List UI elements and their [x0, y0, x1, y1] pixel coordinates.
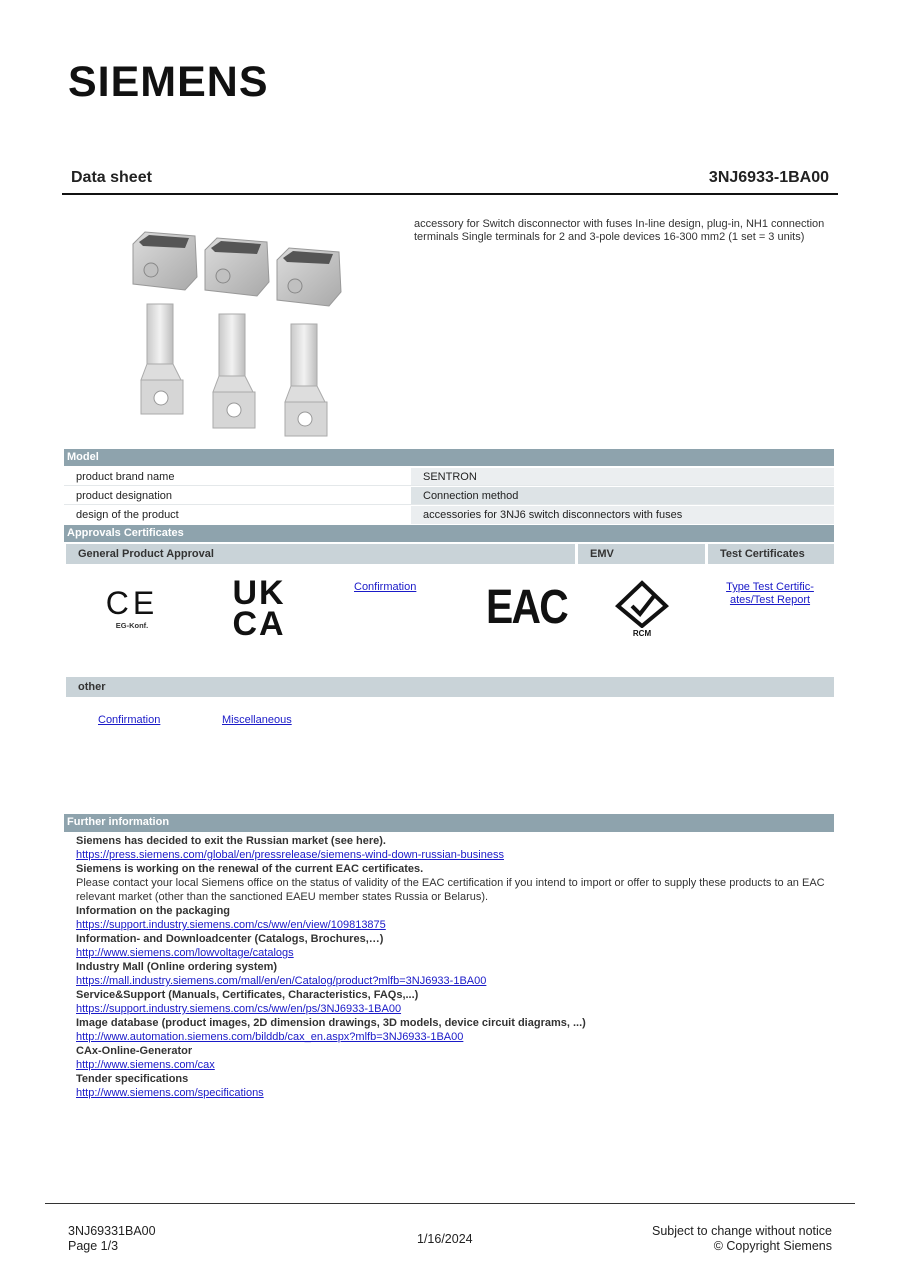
section-model: Model	[64, 449, 834, 466]
model-key: product brand name	[76, 471, 175, 483]
model-value: SENTRON	[411, 468, 834, 486]
footer-right	[652, 1224, 832, 1254]
miscellaneous-link[interactable]: Miscellaneous	[222, 714, 292, 726]
info-item-title: Industry Mall (Online ordering system)	[76, 961, 278, 973]
info-item-link[interactable]: http://www.automation.siemens.com/bilddb/cax_en.aspx?mlfb=3NJ6933-1BA00	[76, 1031, 464, 1043]
russia-notice-title: Siemens has decided to exit the Russian market (see here).	[76, 835, 386, 847]
info-item-title: CAx-Online-Generator	[76, 1045, 193, 1057]
section-further-information: Further information	[64, 814, 834, 831]
info-item-link[interactable]: https://mall.industry.siemens.com/mall/en/en/Catalog/product?mlfb=3NJ6933-1BA00	[76, 975, 487, 987]
footer-notice: Subject to change without notice	[652, 1224, 832, 1238]
footer-date: 1/16/2024	[417, 1232, 473, 1246]
model-value: accessories for 3NJ6 switch disconnectors with fuses	[411, 506, 834, 524]
approval-col-emv: EMV	[578, 544, 705, 564]
other-confirmation-link[interactable]: Confirmation	[98, 714, 161, 726]
info-item-link[interactable]: https://support.industry.siemens.com/cs/ww/en/ps/3NJ6933-1BA00	[76, 1003, 402, 1015]
model-key: design of the product	[76, 509, 179, 521]
info-item-title: Image database (product images, 2D dimension drawings, 3D models, device circuit diagrams, ...)	[76, 1017, 586, 1029]
product-description: accessory for Switch disconnector with fuses In-line design, plug-in, NH1 connection terminals Single terminals for 2 and 3-pole devices 16-300 mm2 (1 set = 3 units)	[414, 218, 825, 243]
model-key: product designation	[76, 490, 173, 502]
terminal-block-2	[205, 238, 269, 296]
info-item-title: Tender specifications	[76, 1073, 189, 1085]
confirmation-link[interactable]: Confirmation	[354, 581, 417, 593]
product-code: 3NJ6933-1BA00	[708, 169, 829, 186]
info-item-link[interactable]: http://www.siemens.com/specifications	[76, 1087, 264, 1099]
terminal-block-3	[277, 248, 341, 306]
further-information-list	[76, 834, 836, 1100]
eac-mark-icon: EAC	[486, 581, 568, 634]
cable-lug-1	[141, 304, 183, 414]
cable-lug-3	[285, 324, 327, 436]
model-row	[64, 468, 834, 486]
test-certificates-link[interactable]: Type Test Certific- ates/Test Report	[726, 581, 814, 606]
section-other: other	[66, 677, 834, 697]
ce-mark-icon: CE EG-Konf.	[105, 585, 159, 630]
footer-left	[68, 1224, 156, 1254]
rcm-mark-icon: RCM	[612, 580, 672, 642]
model-value: Connection method	[411, 487, 834, 505]
info-item-title: Information on the packaging	[76, 905, 231, 917]
info-item-link[interactable]: http://www.siemens.com/lowvoltage/catalogs	[76, 947, 294, 959]
approval-col-test: Test Certificates	[708, 544, 834, 564]
russia-notice-link[interactable]: https://press.siemens.com/global/en/pressrelease/siemens-wind-down-russian-business	[76, 849, 504, 861]
siemens-logo: SIEMENS	[68, 58, 269, 106]
header-divider	[62, 193, 838, 195]
page-title: Data sheet	[71, 169, 152, 186]
terminal-block-1	[133, 232, 197, 290]
footer-divider	[45, 1203, 855, 1204]
eac-notice-title: Siemens is working on the renewal of the current EAC certificates.	[76, 863, 424, 875]
info-item-link[interactable]: https://support.industry.siemens.com/cs/ww/en/view/109813875	[76, 919, 386, 931]
footer-page-number: Page 1/3	[68, 1239, 119, 1253]
approval-col-general: General Product Approval	[66, 544, 575, 564]
ukca-mark-icon: UK CA	[232, 574, 286, 643]
cable-lug-2	[213, 314, 255, 428]
footer-order-code: 3NJ69331BA00	[68, 1224, 156, 1238]
model-row	[64, 506, 834, 524]
product-image	[125, 222, 355, 440]
model-row	[64, 487, 834, 505]
section-approvals: Approvals Certificates	[64, 525, 834, 542]
info-item-title: Service&Support (Manuals, Certificates, Characteristics, FAQs,...)	[76, 989, 419, 1001]
eac-notice-text: Please contact your local Siemens office on the status of validity of the EAC certification if you intend to import or offer to supply these products to an EAC relevant market (other than the sanctioned EAEU member states Russia or Belarus).	[76, 877, 825, 903]
info-item-link[interactable]: http://www.siemens.com/cax	[76, 1059, 215, 1071]
info-item-title: Information- and Downloadcenter (Catalogs, Brochures,…)	[76, 933, 384, 945]
footer-copyright: © Copyright Siemens	[713, 1239, 832, 1253]
